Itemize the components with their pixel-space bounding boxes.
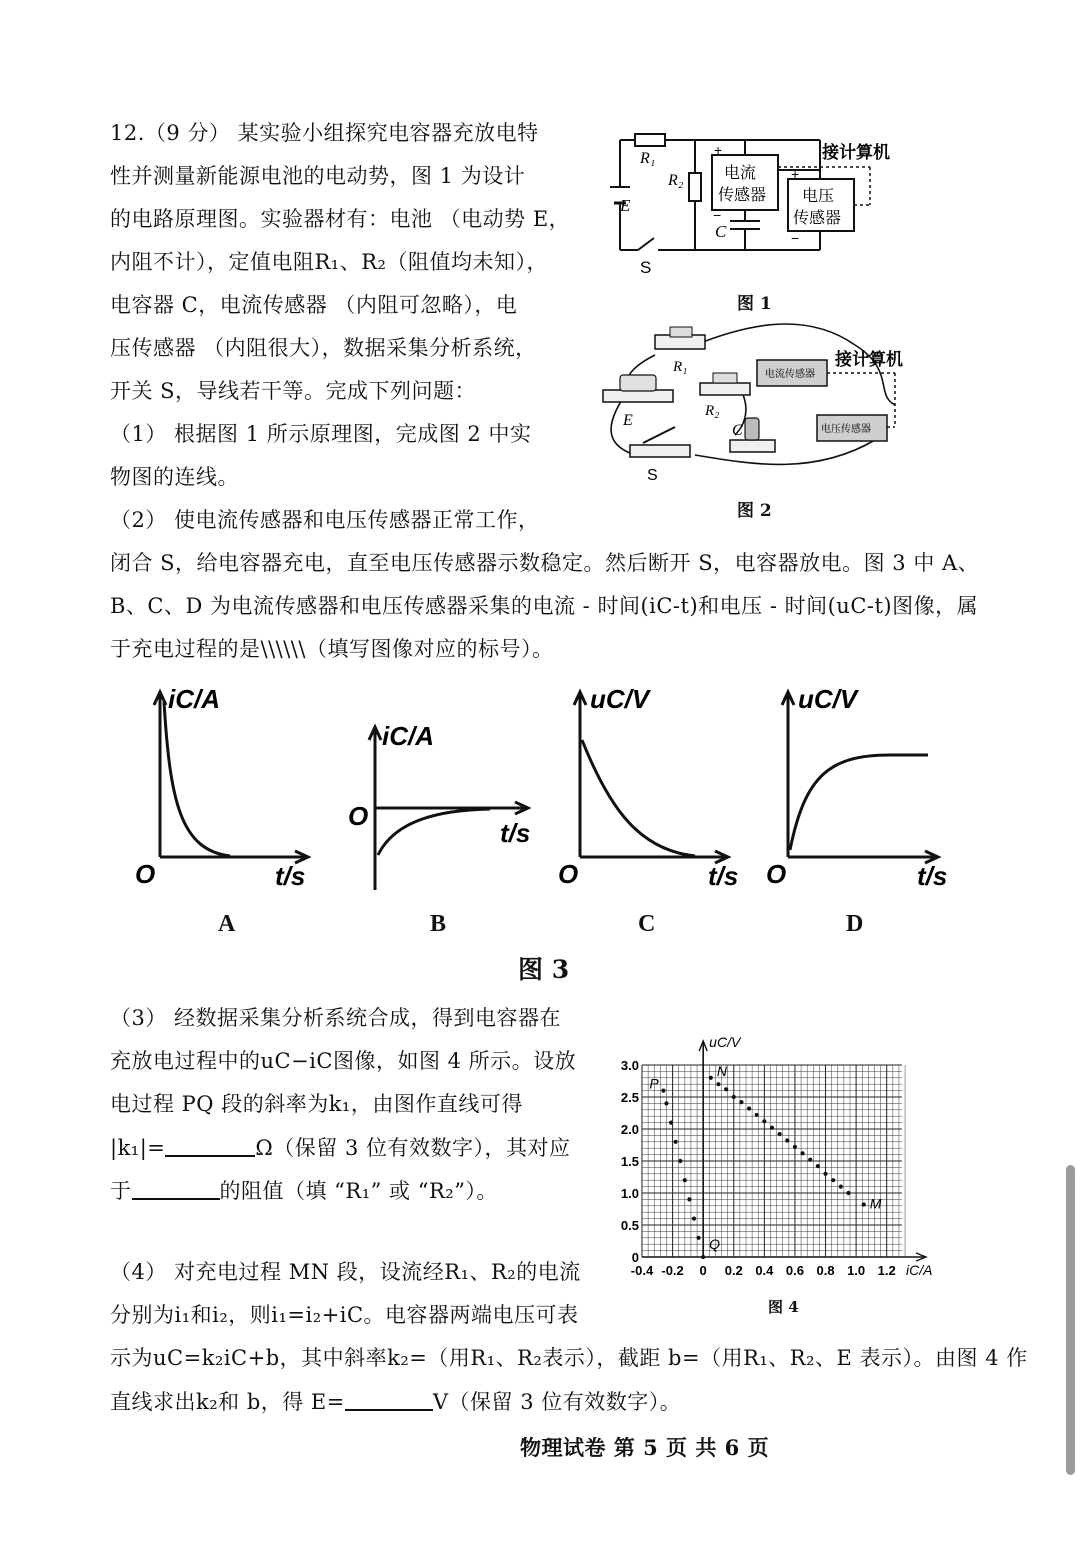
fig1-r2-label: R₂ — [668, 172, 684, 189]
part4-line: （4） 对充电过程 MN 段，设流经R₁、R₂的电流 — [110, 1260, 581, 1284]
fig4-point-mn — [839, 1185, 843, 1189]
question-header: 12.（9 分） 某实验小组探究电容器充放电特 — [110, 121, 539, 145]
fig1-circuit — [600, 125, 920, 315]
graph-b-xlabel: t/s — [500, 818, 531, 848]
vertical-scrollbar[interactable] — [1066, 1165, 1075, 1475]
answer-blank-e[interactable] — [345, 1391, 433, 1411]
fig3-graphs — [120, 680, 970, 905]
fig1-r1-label: R₁ — [640, 150, 656, 167]
graph-a-letter: A — [218, 911, 236, 937]
fig4-x-tick: 0.6 — [785, 1263, 804, 1278]
graph-c-letter: C — [638, 911, 656, 937]
fig1-c-label: C — [715, 222, 727, 241]
fig4-point-mn — [732, 1095, 736, 1099]
fig4-point-mn — [778, 1132, 782, 1136]
fig1-current-sensor-label: 传感器 — [718, 187, 767, 204]
e-suffix: V（保留 3 位有效数字）。 — [432, 1390, 682, 1414]
fig4-point-pq — [696, 1236, 700, 1240]
r1-resistor — [635, 134, 665, 146]
fig4-y-tick: 3.0 — [620, 1058, 639, 1073]
fig4-x-tick: 0.8 — [816, 1263, 835, 1278]
fig4-x-tick: 1.0 — [847, 1263, 866, 1278]
intro-line: 开关 S，导线若干等。完成下列问题： — [110, 379, 477, 403]
fig4-point-pq — [664, 1101, 668, 1105]
r-label: 于 — [110, 1179, 132, 1203]
graph-d-letter: D — [846, 911, 864, 937]
fig4-caption: 图 4 — [768, 1298, 799, 1316]
fig4-xlabel: iC/A — [906, 1262, 933, 1278]
fig4-x-tick: 0.2 — [724, 1263, 743, 1278]
part2-line: 于充电过程的是\\\\\\（填写图像对应的标号）。 — [110, 637, 554, 661]
e-label: 直线求出k₂和 b，得 E= — [110, 1390, 345, 1414]
fig4-point-mn — [816, 1164, 820, 1168]
fig4-y-tick: 2.5 — [620, 1090, 639, 1105]
fig4-point-mn — [800, 1151, 804, 1155]
intro-line: 压传感器 （内阻很大），数据采集分析系统， — [110, 336, 537, 360]
fig4-point-mn — [808, 1158, 812, 1162]
fig2-computer-label: 接计算机 — [835, 350, 903, 369]
fig4-x-tick: -0.2 — [661, 1263, 684, 1278]
fig1-voltage-sensor-label: 传感器 — [793, 210, 842, 227]
part2-line: B、C、D 为电流传感器和电压传感器采集的电流 - 时间(iC-t)和电压 - 时间(uC-t)图像，属 — [110, 594, 979, 618]
fig2-e-label: E — [623, 412, 633, 429]
fig4-point-mn — [747, 1106, 751, 1110]
fig4-point-mn — [793, 1145, 797, 1149]
fig4-label-m: M — [869, 1195, 882, 1212]
page-footer: 物理试卷 第 5 页 共 6 页 — [520, 1435, 770, 1460]
fig4-y-tick: 1.0 — [620, 1186, 639, 1201]
graph-b-letter: B — [430, 911, 447, 937]
fig1-voltage-sensor-label: 电压 — [802, 188, 835, 205]
fig4-point-pq — [701, 1255, 705, 1259]
fig4-point-mn — [739, 1100, 743, 1104]
part4-line — [110, 1391, 681, 1413]
fig4-point-mn — [709, 1076, 713, 1080]
graph-c-xlabel: t/s — [708, 861, 739, 891]
fig4-point-pq — [661, 1089, 665, 1093]
fig4-y-tick: 0.5 — [620, 1218, 639, 1233]
fig4-x-tick: 0.4 — [755, 1263, 774, 1278]
fig4-chart — [600, 1025, 960, 1290]
fig4-point-pq — [678, 1159, 682, 1163]
fig4-x-tick: 1.2 — [877, 1263, 896, 1278]
fig4-ylabel: uC/V — [709, 1034, 741, 1050]
fig2-voltage-sensor-label: 电压传感器 — [821, 424, 871, 435]
part3-line: 电过程 PQ 段的斜率为k₁，由图作直线可得 — [110, 1092, 523, 1116]
fig4-point-pq — [687, 1197, 691, 1201]
fig2-battery — [603, 390, 673, 402]
fig1-minus: − — [713, 207, 722, 223]
fig4-point-pq — [674, 1140, 678, 1144]
fig2-caption: 图 2 — [737, 501, 772, 521]
graph-a-ylabel: iC/A — [168, 684, 220, 714]
graph-c-ylabel: uC/V — [590, 684, 650, 714]
fig1-s-label: S — [640, 258, 652, 277]
part2-line: （2） 使电流传感器和电压传感器正常工作， — [110, 508, 540, 532]
graph-a-xlabel: t/s — [275, 861, 306, 891]
fig1-computer-label: 接计算机 — [822, 143, 890, 162]
fig2-current-sensor-label: 电流传感器 — [765, 369, 815, 380]
fig1-plus: + — [791, 166, 800, 182]
fig1-caption: 图 1 — [737, 294, 772, 314]
fig4-x-tick: 0 — [699, 1263, 707, 1278]
part2-line: 闭合 S，给电容器充电，直至电压传感器示数稳定。然后断开 S，电容器放电。图 3 中 A、 — [110, 551, 980, 575]
part4-line: 示为uC=k₂iC+b，其中斜率k₂=（用R₁、R₂表示），截距 b=（用R₁、R₂、E 表示）。由图 4 作 — [110, 1346, 1028, 1370]
fig1-plus: + — [714, 142, 723, 158]
part3-line — [110, 1180, 498, 1202]
fig4-point-mn — [762, 1119, 766, 1123]
graph-a-origin: O — [135, 859, 156, 889]
graph-d-origin: O — [766, 859, 787, 889]
fig4-point-pq — [683, 1178, 687, 1182]
graph-b-ylabel: iC/A — [382, 721, 434, 751]
graph-d-ylabel: uC/V — [798, 684, 858, 714]
fig4-point-mn — [724, 1087, 728, 1091]
part3-line: 充放电过程中的uC−iC图像，如图 4 所示。设放 — [110, 1049, 577, 1073]
intro-line: 内阻不计），定值电阻R₁、R₂（阻值均未知）， — [110, 250, 548, 274]
fig4-point-mn — [755, 1113, 759, 1117]
fig4-label-p: P — [649, 1075, 659, 1092]
k1-label: |k₁|= — [110, 1136, 166, 1160]
fig4-point-mn — [785, 1138, 789, 1142]
intro-line: 性并测量新能源电池的电动势，图 1 为设计 — [110, 164, 526, 188]
intro-line: 的电路原理图。实验器材有：电池 （电动势 E， — [110, 207, 571, 231]
graph-b-origin: O — [348, 801, 369, 831]
fig2-r2-component — [700, 383, 750, 395]
k1-suffix: Ω（保留 3 位有效数字），其对应 — [255, 1136, 571, 1160]
part1-line: 物图的连线。 — [110, 465, 239, 489]
fig2-r2-label: R₂ — [705, 403, 720, 419]
fig2-c-label: C — [732, 422, 743, 439]
fig4-y-tick: 2.0 — [620, 1122, 639, 1137]
part4-line: 分别为i₁和i₂，则i₁=i₂+iC。电容器两端电压可表 — [110, 1303, 579, 1327]
fig4-y-tick: 0 — [631, 1250, 639, 1265]
fig4-point-mn — [862, 1202, 866, 1206]
fig1-e-label: E — [620, 196, 631, 215]
answer-blank-r[interactable] — [132, 1180, 220, 1200]
fig3-caption: 图 3 — [518, 955, 570, 984]
fig4-point-mn — [770, 1126, 774, 1130]
fig4-point-mn — [716, 1082, 720, 1086]
r-suffix: 的阻值（填 “R₁” 或 “R₂”）。 — [219, 1179, 498, 1203]
fig4-point-mn — [846, 1191, 850, 1195]
fig4-label-n: N — [716, 1062, 727, 1079]
fig2-switch — [630, 445, 690, 457]
fig1-current-sensor-label: 电流 — [724, 165, 757, 182]
fig4-label-q: Q — [709, 1236, 721, 1252]
fig4-point-mn — [823, 1172, 827, 1176]
part3-line — [110, 1137, 571, 1159]
fig2-r1-label: R₁ — [673, 359, 688, 375]
fig2-capacitor — [730, 440, 775, 452]
graph-c-origin: O — [558, 859, 579, 889]
fig1-minus: − — [791, 230, 800, 246]
fig4-x-tick: -0.4 — [630, 1263, 654, 1278]
fig2-wiring — [595, 315, 925, 495]
part1-line: （1） 根据图 1 所示原理图，完成图 2 中实 — [110, 422, 532, 446]
intro-line: 电容器 C，电流传感器 （内阻可忽略），电 — [110, 293, 518, 317]
fig4-point-pq — [669, 1121, 673, 1125]
answer-blank-k1[interactable] — [165, 1137, 255, 1157]
fig2-s-label: S — [647, 467, 658, 484]
fig4-y-tick: 1.5 — [620, 1154, 639, 1169]
fig4-point-mn — [831, 1178, 835, 1182]
graph-d-xlabel: t/s — [917, 861, 948, 891]
part3-line: （3） 经数据采集分析系统合成，得到电容器在 — [110, 1006, 562, 1030]
fig4-point-pq — [692, 1217, 696, 1221]
